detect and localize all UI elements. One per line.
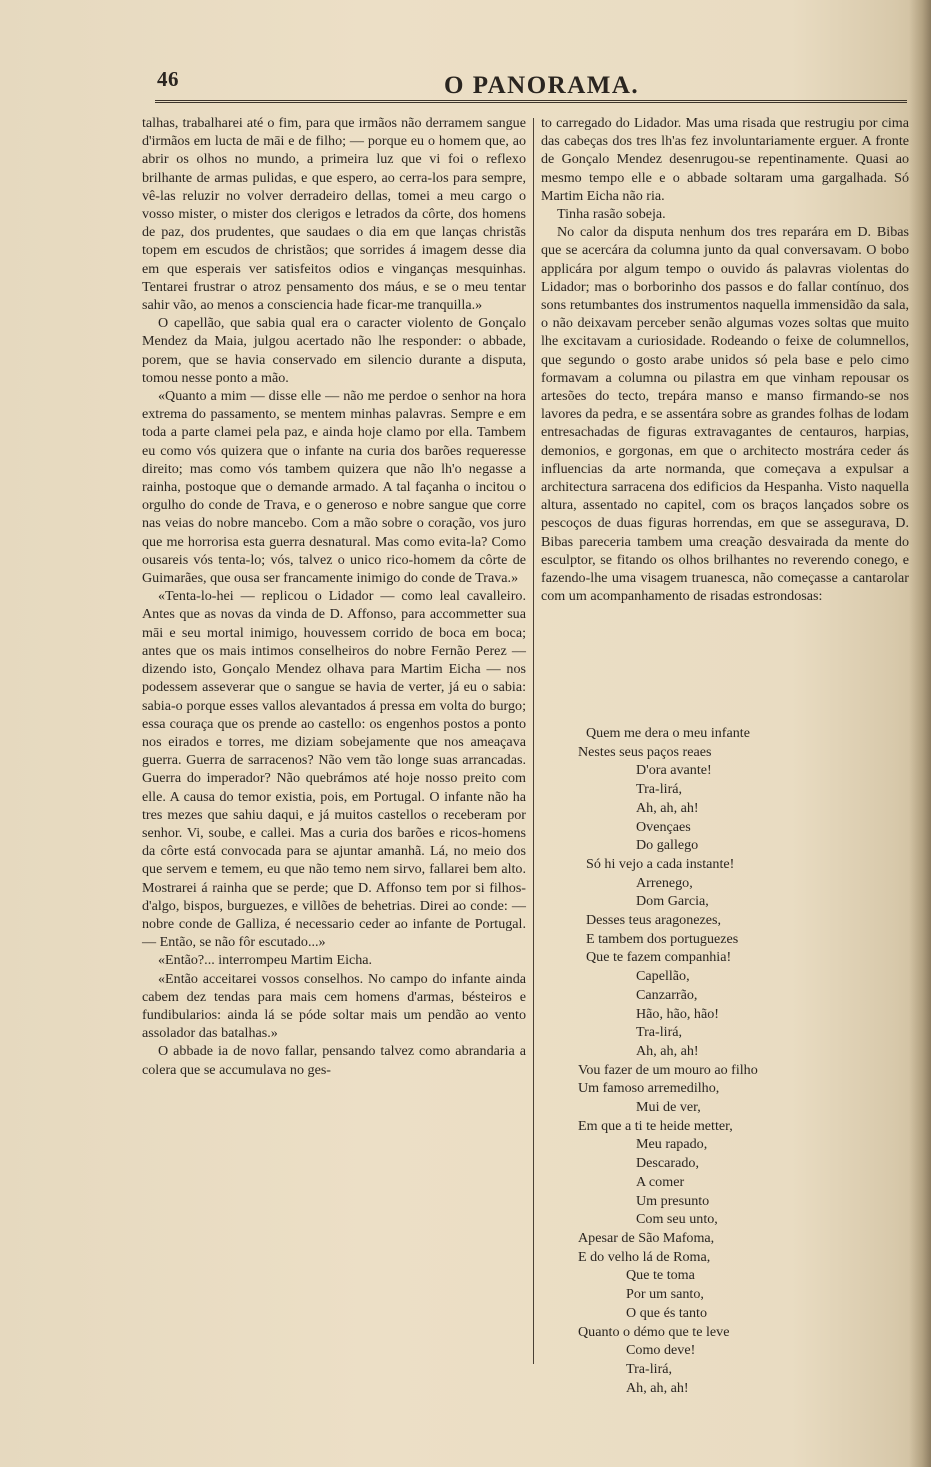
paragraph: O abbade ia de novo fallar, pensando talvez como abrandaria a colera que se accumulava no ges-: [142, 1043, 526, 1078]
paragraph: «Então?... interrompeu Martim Eicha.: [158, 952, 373, 969]
verse-line: D'ora avante!: [636, 762, 712, 779]
header-rule: [155, 100, 907, 103]
verse-line: E tambem dos portuguezes: [586, 930, 739, 947]
verse-line: Dom Garcia,: [636, 893, 709, 910]
verse-line: Quanto o démo que te leve: [578, 1323, 730, 1340]
page-title: O PANORAMA.: [444, 72, 640, 99]
paragraph: «Quanto a mim — disse elle — não me perdoe o senhor na hora extrema do passamento, se mentem minhas palavras. Sempre e em toda a parte clamei pela paz, e ainda hoje clamo por ella. Tambem eu como vós quizera que o infante na curia dos barões requeresse direito; mas como vós tambem quizera que não lh'o negasse a rainha, postoque que o demande armado. A tal façanha o incitou o orgulho do conde de Trava, e o generoso e nobre sangue que corre nas veias do nobre mancebo. Com a mão sobre o coração, vos juro que me horrorisa esta guerra desnatural. Mas como evita-la? Como ousareis vós tenta-lo; vós, talvez o unico rico-homem da côrte de Guimarães, que ousa ser francamente inimigo do conde de Trava.»: [142, 388, 526, 587]
left-column: [142, 114, 526, 1079]
verse-line: Ovençaes: [636, 818, 691, 835]
verse-line: Vou fazer de um mouro ao filho: [578, 1061, 758, 1078]
verse-line: Hão, hão, hão!: [636, 1005, 719, 1022]
verse-line: Mui de ver,: [636, 1099, 701, 1116]
verse-line: Que te toma: [626, 1267, 695, 1284]
paragraph: talhas, trabalharei até o fim, para que irmãos não derramem sangue d'irmãos em lucta de māi e de filho; — porque eu o homem que, ao abrir os olhos no mundo, a primeira luz que vi foi o reflexo brilhante de armas pulidas, e que espero, ao cerra-los para sempre, vê-las reluzir no volver derradeiro dellas, tomei a meu cargo o vosso mister, o mister dos clerigos e letrados da côrte, dos homens de paz, dos prudentes, que saudaes o dia em que lanças christãs topem em escudos de christãos; que sorrides á imagem desse dia em que esperais ver satisfeitos odios e vinganças mesquinhas. Tentarei frustrar o atroz pensamento dos máus, e se o meu tentar sahir vão, ao menos a consciencia hade ficar-me tranquilla.»: [142, 115, 526, 314]
verse-line: Quem me dera o meu infante: [586, 725, 750, 741]
verse-line: Como deve!: [626, 1342, 696, 1359]
verse-line: Do gallego: [636, 837, 699, 854]
verse-line: O que és tanto: [626, 1304, 708, 1321]
verse-line: Tra-lirá,: [636, 781, 683, 798]
verse-line: Apesar de São Mafoma,: [578, 1229, 715, 1246]
paragraph: «Então acceitarei vossos conselhos. No campo do infante ainda cabem dez tendas para mais cem homens d'armas, bésteiros e fundibularios: ainda lá se póde soltar mais um pendão ao vento assolador das batalhas.»: [142, 970, 526, 1042]
verse-line: Ah, ah, ah!: [636, 1042, 699, 1059]
right-column: [541, 114, 909, 605]
verse-line: Que te fazem companhia!: [586, 949, 732, 966]
verse-line: Tra-lirá,: [626, 1360, 673, 1377]
verse-line: Tra-lirá,: [636, 1024, 683, 1041]
verse-line: Em que a ti te heide metter,: [578, 1117, 733, 1134]
paragraph: to carregado do Lidador. Mas uma risada que restrugiu por cima das cabeças dos tres lh'as fez involuntariamente erguer. A fronte de Gonçalo Mendez desenrugou-se repentinamente. Quasi ao mesmo tempo elle e o abbade soltaram uma gargalhada. Só Martim Eicha não ria.: [541, 115, 909, 204]
verse-line: Ah, ah, ah!: [636, 799, 699, 816]
page-number: 46: [157, 67, 179, 91]
page-spine-shadow: [909, 0, 931, 1467]
verse-line: Um famoso arremedilho,: [578, 1080, 720, 1097]
verse-line: Com seu unto,: [636, 1211, 718, 1228]
verse-line: Capellão,: [636, 968, 690, 985]
paragraph: «Tenta-lo-hei — replicou o Lidador — como leal cavalleiro. Antes que as novas da vinda de D. Affonso, para accommetter sua māi e seu mortal inimigo, houvessem corrido de boca em boca; antes que os mais intimos conselheiros do nobre Fernão Perez — dizendo isto, Gonçalo Mendez olhava para Martim Eicha — nos podessem asseverar que o sangue se havia de verter, já eu o sabia: sabia-o porque esses vallos alevantados á pressa em volta do burgo; essa couraça que os prende ao castello: os engenhos postos a ponto nos eirados e torres, me diziam sobejamente que nos ameaçava guerra. Guerra de sarracenos? Não vem tão longe suas arrancadas. Guerra do imperador? Não quebrámos até hoje nosso preito com elle. A causa do temor existia, pois, em Portugal. O infante não ha tres mezes que sahiu daqui, e já muitos castellos o receberam por senhor. Vi, soube, e callei. Mas a curia dos barões e ricos-homens da côrte está convocada para se ajuntar amanhã. Lá, no meio dos que servem e temem, eu que não temo nem sirvo, fallarei bem alto. Mostrarei á rainha que se perde; que D. Affonso tem por si filhos-d'algo, bispos, burguezes, e villões de behetrias. Direi ao conde: — nobre conde de Galliza, é necessario ceder ao infante de Portugal. — Então, se não fôr escutado...»: [142, 588, 526, 951]
column-divider: [533, 118, 534, 1364]
verse-line: E do velho lá de Roma,: [578, 1248, 711, 1265]
verse-line: Só hi vejo a cada instante!: [586, 855, 735, 872]
verse-line: Ah, ah, ah!: [626, 1379, 689, 1396]
verse-line: A comer: [636, 1173, 685, 1190]
song-verses: [578, 724, 878, 1397]
paragraph: Tinha rasão sobeja.: [557, 206, 666, 223]
verse-line: Desses teus aragonezes,: [586, 912, 722, 929]
verse-line: Canzarrão,: [636, 986, 698, 1003]
verse-line: Descarado,: [636, 1155, 699, 1172]
paragraph: O capellão, que sabia qual era o caracter violento de Gonçalo Mendez da Maia, julgou acertado não lhe responder: o abbade, porem, que se havia conservado em silencio durante a disputa, tomou nesse ponto a mão.: [142, 315, 526, 386]
verse-line: Meu rapado,: [636, 1136, 708, 1153]
verse-line: Nestes seus paços reaes: [578, 743, 712, 760]
verse-line: Um presunto: [636, 1192, 710, 1209]
verse-line: Arrenego,: [636, 874, 693, 891]
verse-line: Por um santo,: [626, 1286, 704, 1303]
paragraph: No calor da disputa nenhum dos tres reparára em D. Bibas que se acercára da columna junto da qual conversavam. O bobo applicára por algum tempo o ouvido ás palavras violentas do Lidador; mas o borborinho dos passos e do fallar contínuo, dos sons retumbantes dos instrumentos naquella immensidão da sala, o não deixavam perceber senão algumas vozes soltas que muito lhe excitavam a curiosidade. Rodeando o feixe de columnellos, que segundo o gosto arabe unidos só pela base e pelo cimo formavam a columna ou pilastra em que vinham repousar os artesões do tecto, trepára manso e manso firmando-se nos lavores da pedra, e se assentára sobre as grandes folhas de lodam entresachadas de figuras extravagantes de centauros, harpias, demonios, e gorgonas, em que o architecto mostrára ceder ás influencias da arte normanda, que começava a expulsar a architectura sarracena dos edificios da Hespanha. Visto naquella altura, assentado no capitel, com os braços lançados sobre os pescoços de duas figuras horrendas, em que se assegurava, D. Bibas pareceria tambem uma creação desvairada da mente do esculptor, se fitando os olhos brilhantes no reverendo conego, e fazendo-lhe uma visagem truanesca, não começasse a cantarolar com um acompanhamento de risadas estrondosas:: [541, 224, 909, 605]
